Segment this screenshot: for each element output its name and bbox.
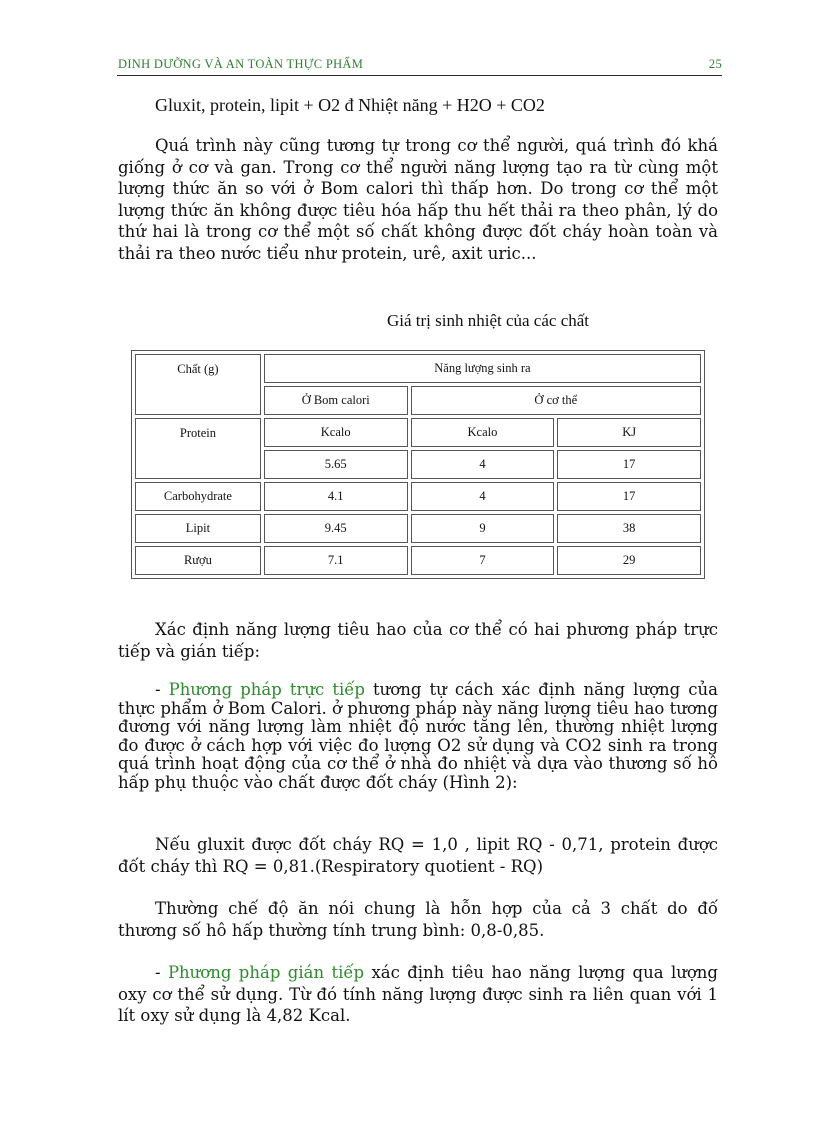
- paragraph-4: [118, 834, 718, 877]
- table-cell: 17: [557, 450, 701, 479]
- paragraph-6-text: xác định tiêu hao năng lượng qua lượng oxy cơ thể sử dụng. Từ đó tính năng lượng được sinh ra liên quan với 1 lít oxy sử dụng là 4,82 Kcal.: [118, 963, 718, 1025]
- table-caption: Giá trị sinh nhiệt của các chất: [386, 311, 590, 330]
- page-number: 25: [708, 57, 722, 71]
- energy-table: [131, 350, 705, 579]
- paragraph-1: [118, 135, 718, 264]
- row-label: Lipit: [135, 514, 261, 543]
- table-cell: 4.1: [264, 482, 408, 511]
- header-energy: Năng lượng sinh ra: [264, 354, 701, 383]
- paragraph-4-text: Nếu gluxit được đốt cháy RQ = 1,0 , lipit RQ - 0,71, protein được đốt cháy thì RQ = 0,81.(Respiratory quotient - RQ): [118, 835, 718, 876]
- table-cell: 4: [411, 482, 555, 511]
- table-cell: 9.45: [264, 514, 408, 543]
- bullet-dash: -: [155, 963, 168, 982]
- formula-text: Gluxit, protein, lipit + O2 đ Nhiệt năng + H2O + CO2: [155, 95, 545, 115]
- table-row: [135, 546, 701, 575]
- row-label: Carbohydrate: [135, 482, 261, 511]
- table-cell: 9: [411, 514, 555, 543]
- table-header-row: [135, 354, 701, 383]
- unit-cell: Kcalo: [411, 418, 555, 447]
- table-cell: 38: [557, 514, 701, 543]
- table-row: [135, 514, 701, 543]
- row-label: Rượu: [135, 546, 261, 575]
- formula-line: [118, 95, 718, 117]
- direct-method-term: Phương pháp trực tiếp: [168, 680, 365, 699]
- header-substance: Chất (g): [135, 354, 261, 415]
- header-body: Ở cơ thể: [411, 386, 701, 415]
- paragraph-2: [118, 619, 718, 662]
- indirect-method-term: Phương pháp gián tiếp: [167, 963, 365, 982]
- row-label-protein: Protein: [135, 418, 261, 479]
- table-unit-row: [135, 418, 701, 447]
- table-row: [135, 482, 701, 511]
- table-cell: 5.65: [264, 450, 408, 479]
- header-title: DINH DƯỠNG VÀ AN TOÀN THỰC PHẨM: [118, 57, 364, 71]
- paragraph-5: [118, 898, 718, 941]
- table-cell: 7.1: [264, 546, 408, 575]
- table-cell: 29: [557, 546, 701, 575]
- header-rule: [117, 75, 722, 76]
- paragraph-3-text: tương tự cách xác định năng lượng của thực phẩm ở Bom Calori. ở phương pháp này năng lượng tiêu hao tương đương với năng lượng làm nhiệt độ nước tăng lên, thường nhiệt lượng đo được ở cách hợp với việc đo lượng O2 sử dụng và CO2 sinh ra trong quá trình hoạt động của cơ thể ở nhà đo nhiệt và dựa vào thương số hô hấp phụ thuộc vào chất được đốt cháy (Hình 2):: [118, 680, 718, 792]
- table-cell: 7: [411, 546, 555, 575]
- table-cell: 17: [557, 482, 701, 511]
- unit-cell: Kcalo: [264, 418, 408, 447]
- header-bom: Ở Bom calori: [264, 386, 408, 415]
- paragraph-6: [118, 962, 718, 1027]
- paragraph-5-text: Thường chế độ ăn nói chung là hỗn hợp của cả 3 chất do đố thương số hô hấp thường tính trung bình: 0,8-0,85.: [118, 899, 718, 940]
- table-cell: 4: [411, 450, 555, 479]
- bullet-dash: -: [155, 680, 169, 699]
- running-header: [118, 57, 722, 75]
- paragraph-3: [118, 681, 718, 792]
- paragraph-1-text: Quá trình này cũng tương tự trong cơ thể người, quá trình đó khá giống ở cơ và gan. Trong cơ thể người năng lượng tạo ra từ cùng một lượng thức ăn so với ở Bom calori thì thấp hơn. Do trong cơ thể một lượng thức ăn không được tiêu hóa hấp thu hết thải ra theo phân, lý do thứ hai là trong cơ thể một số chất không được đốt cháy hoàn toàn và thải ra theo nước tiểu như protein, urê, axit uric...: [118, 136, 718, 263]
- unit-cell: KJ: [557, 418, 701, 447]
- paragraph-2-text: Xác định năng lượng tiêu hao của cơ thể có hai phương pháp trực tiếp và gián tiếp:: [118, 620, 718, 661]
